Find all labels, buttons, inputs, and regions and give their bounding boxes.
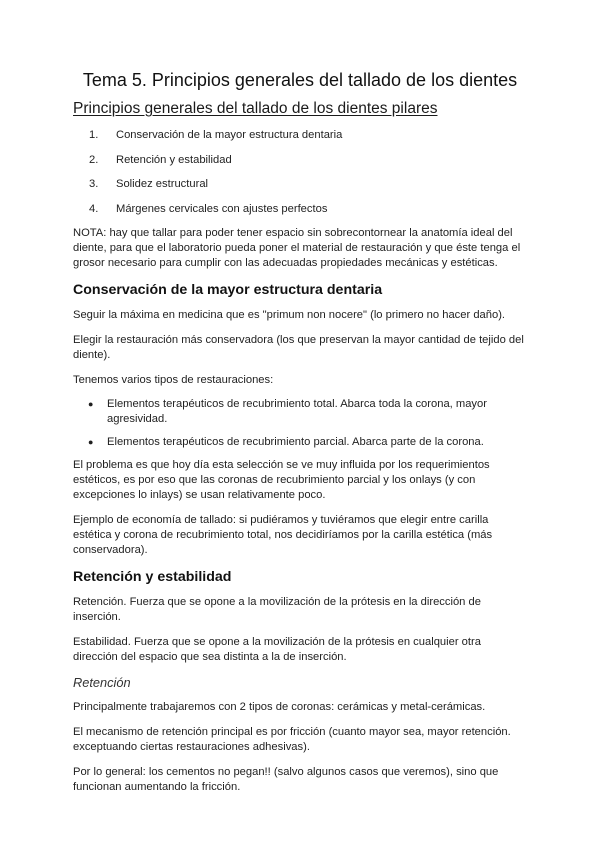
list-item <box>89 153 527 167</box>
list-text: Solidez estructural <box>116 178 209 190</box>
page-title: Tema 5. Principios generales del tallado de los dientes <box>82 70 518 90</box>
list-number: 2. <box>89 153 99 166</box>
paragraph: Estabilidad. Fuerza que se opone a la movilización de la prótesis en cualquier otra dirección del espacio que sea distinta a la de inserción. <box>73 636 481 663</box>
section-subtitle: Principios generales del tallado de los dientes pilares <box>73 100 438 117</box>
list-text: Márgenes cervicales con ajustes perfectos <box>116 202 328 215</box>
paragraph: El mecanismo de retención principal es por fricción (cuanto mayor sea, mayor retención. exceptuando ciertas restauraciones adhesivas). <box>73 726 511 753</box>
list-text: Retención y estabilidad <box>116 153 232 166</box>
list-number: 4. <box>89 202 99 215</box>
list-text: Conservación de la mayor estructura dentaria <box>116 129 343 141</box>
list-item <box>89 177 527 191</box>
paragraph: Ejemplo de economía de tallado: si pudiéramos y tuviéramos que elegir entre carilla estética y corona de recubrimiento total, nos decidiríamos por la carilla estética (más conservadora). <box>73 514 493 556</box>
bullet-icon: ● <box>88 399 94 409</box>
paragraph: Tenemos varios tipos de restauraciones: <box>73 374 274 386</box>
list-item <box>89 128 527 142</box>
list-item <box>88 397 527 427</box>
principles-list <box>73 128 527 216</box>
list-number: 1. <box>89 129 99 141</box>
paragraph: El problema es que hoy día esta selección se ve muy influida por los requerimientos estéticos, es por eso que las coronas de recubrimiento parcial y los onlays (y con excepciones lo inlays) se usan relativamente poco. <box>73 459 490 501</box>
list-number: 3. <box>89 178 99 190</box>
section-heading-retencion-estabilidad: Retención y estabilidad <box>73 569 232 585</box>
section-heading-conservacion: Conservación de la mayor estructura dentaria <box>73 282 383 298</box>
paragraph: Retención. Fuerza que se opone a la movilización de la prótesis en la dirección de inserción. <box>73 596 481 623</box>
subsection-heading-retencion: Retención <box>73 675 131 690</box>
list-item <box>88 435 527 450</box>
bullet-icon: ● <box>88 437 94 447</box>
paragraph: Elegir la restauración más conservadora (los que preservan la mayor cantidad de tejido del diente). <box>73 334 524 361</box>
paragraph: Por lo general: los cementos no pegan!! (salvo algunos casos que veremos), sino que funcionan aumentando la fricción. <box>73 766 499 793</box>
list-text: Elementos terapéuticos de recubrimiento parcial. Abarca parte de la corona. <box>107 436 484 448</box>
list-item <box>89 202 527 216</box>
paragraph: Seguir la máxima en medicina que es "primum non nocere" (lo primero no hacer daño). <box>73 309 506 321</box>
list-text: Elementos terapéuticos de recubrimiento total. Abarca toda la corona, mayor agresividad. <box>107 398 487 425</box>
nota-paragraph: NOTA: hay que tallar para poder tener espacio sin sobrecontornear la anatomía ideal del diente, para que el laboratorio pueda poner el material de restauración y que éste tenga el grosor necesario para cumplir con las adecuadas propiedades mecánicas y estéticas. <box>73 227 521 269</box>
restorations-list <box>73 397 527 450</box>
paragraph: Principalmente trabajaremos con 2 tipos de coronas: cerámicas y metal-cerámicas. <box>73 701 486 713</box>
